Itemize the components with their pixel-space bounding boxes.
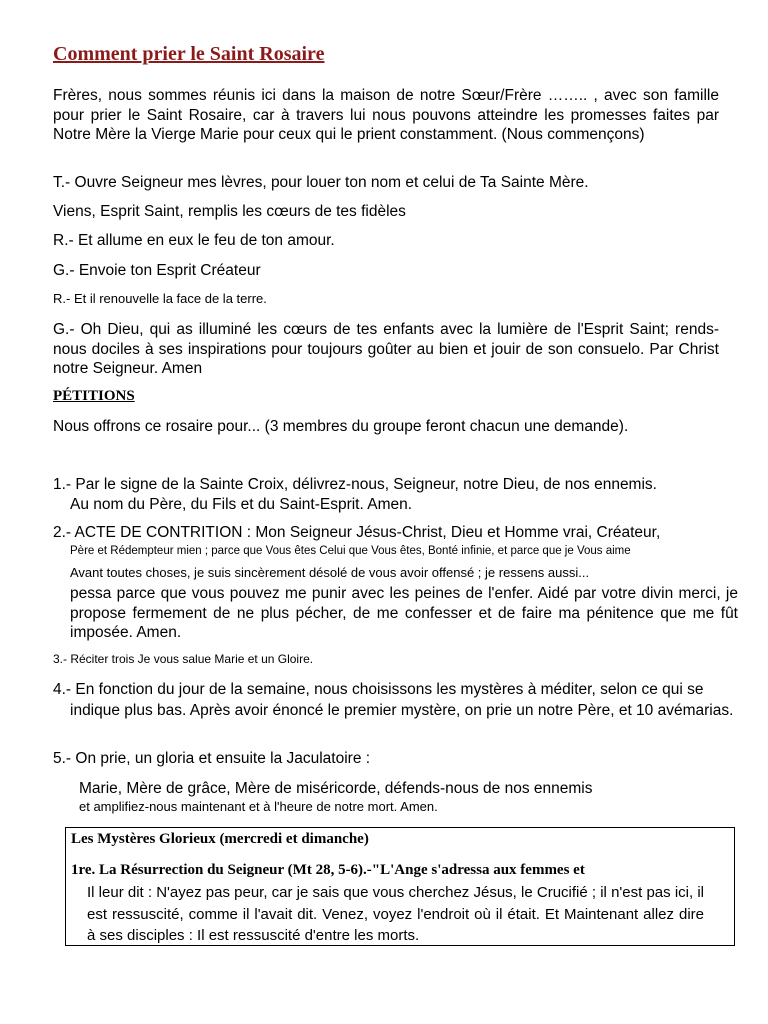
intro-paragraph: Frères, nous sommes réunis ici dans la maison de notre Sœur/Frère …….. , avec son famille pour prier le Saint Rosaire, car à travers lui nous pouvons atteindre les promesses faites par Notre Mère la Vierge Marie pour ceux qui le prient constamment. (Nous commençons) xyxy=(53,87,719,143)
mystery-1-title: 1re. La Résurrection du Seigneur (Mt 28, 5-6).-"L'Ange s'adressa aux femmes et xyxy=(71,862,585,878)
step-4-paragraph: indique plus bas. Après avoir énoncé le premier mystère, on prie un notre Père, et 10 avémarias. xyxy=(70,702,734,719)
prayer-paragraph-g2: G.- Oh Dieu, qui as illuminé les cœurs de tes enfants avec la lumière de l'Esprit Saint; rends-nous dociles à ses inspirations pour toujours goûter au bien et jouir de son consuelo. Par Christ notre Seigneur. Amen xyxy=(53,321,719,377)
step-2-line-b: Père et Rédempteur mien ; parce que Vous êtes Celui que Vous êtes, Bonté infinie, et parce que je Vous aime xyxy=(70,545,631,557)
page-title: Comment prier le Saint Rosaire xyxy=(53,43,325,65)
mystery-1-text: Il leur dit : N'ayez pas peur, car je sais que vous cherchez Jésus, le Crucifié ; il n'est pas ici, il est ressuscité, comme il l'avait dit. Venez, voyez l'endroit où il était. Et Maintenant allez dire à ses disciples : Il est ressuscité d'entre les morts. xyxy=(87,884,704,944)
petitions-text: Nous offrons ce rosaire pour... (3 membres du groupe feront chacun une demande). xyxy=(53,418,629,435)
mysteries-heading: Les Mystères Glorieux (mercredi et dimanche) xyxy=(71,831,369,847)
mysteries-box xyxy=(65,827,735,946)
step-3: 3.- Réciter trois Je vous salue Marie et un Gloire. xyxy=(53,652,314,666)
prayer-line-g1: G.- Envoie ton Esprit Créateur xyxy=(53,262,261,279)
jaculatory-line-b: et amplifiez-nous maintenant et à l'heure de notre mort. Amen. xyxy=(79,799,438,814)
petitions-heading: PÉTITIONS xyxy=(53,388,135,404)
prayer-line-r2: R.- Et il renouvelle la face de la terre. xyxy=(53,291,267,306)
prayer-line-r1: R.- Et allume en eux le feu de ton amour. xyxy=(53,232,335,249)
step-2-line-c: Avant toutes choses, je suis sincèrement désolé de vous avoir offensé ; je ressens aussi... xyxy=(70,565,590,580)
prayer-line-t: T.- Ouvre Seigneur mes lèvres, pour louer ton nom et celui de Ta Sainte Mère. xyxy=(53,174,589,191)
step-5: 5.- On prie, un gloria et ensuite la Jaculatoire : xyxy=(53,750,371,767)
prayer-line-viens: Viens, Esprit Saint, remplis les cœurs de tes fidèles xyxy=(53,203,406,220)
step-1-line-b: Au nom du Père, du Fils et du Saint-Esprit. Amen. xyxy=(70,496,413,513)
jaculatory-line-a: Marie, Mère de grâce, Mère de miséricorde, défends-nous de nos ennemis xyxy=(79,780,593,797)
step-2-line-a: 2.- ACTE DE CONTRITION : Mon Seigneur Jésus-Christ, Dieu et Homme vrai, Créateur, xyxy=(53,524,661,541)
step-2-paragraph: pessa parce que vous pouvez me punir avec les peines de l'enfer. Aidé par votre divin merci, je propose fermement de ne plus pécher, de me confesser et de faire ma pénitence que me fût imposée. Amen. xyxy=(70,585,738,641)
step-4-line-a: 4.- En fonction du jour de la semaine, nous choisissons les mystères à méditer, selon ce qui se xyxy=(53,681,704,698)
step-1-line-a: 1.- Par le signe de la Sainte Croix, délivrez-nous, Seigneur, notre Dieu, de nos ennemis. xyxy=(53,476,657,493)
